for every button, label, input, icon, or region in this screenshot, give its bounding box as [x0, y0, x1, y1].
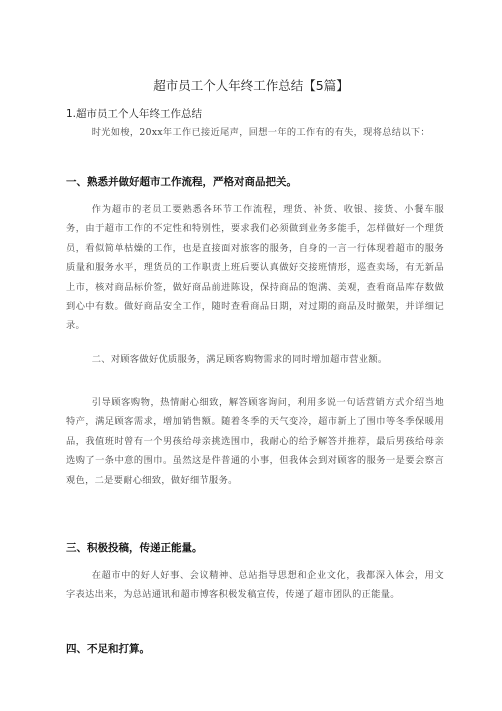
intro-paragraph: 时光如梭，20xx年工作已接近尾声，回想一年的工作有的有失，现将总结以下： — [91, 127, 430, 138]
paragraph-four: 在超市中的好人好事、会议精神、总站指导思想和企业文化，我都深入体会，用文字表达出来，为总站通讯和超市博客积极发稿宣传，传递了超市团队的正能量。 — [66, 570, 444, 601]
paragraph-three: 引导顾客购物，热情耐心细致，解答顾客询问，利用多说一句话营销方式介绍当地特产，满足顾客需求，增加销售额。随着冬季的天气变冷，超市新上了围巾等冬季保暖用品，我值班时曾有一个男孩给母亲挑选围巾，我耐心的给予解答并推荐，最后男孩给母亲选购了一条中意的围巾。虽然这是件普通的小事，但我体会到对顾客的服务一是要会察言观色，二是要耐心细致，做好细节服务。 — [66, 397, 444, 486]
heading-one: 一、熟悉并做好超市工作流程，严格对商品把关。 — [66, 176, 297, 188]
paragraph-one: 作为超市的老员工要熟悉各环节工作流程，理货、补货、收银、接货、小餐车服务，由于超市工作的不定性和特别性，要求我们必须做到业务多能手，怎样做好一个理货员，看似简单枯燥的工作，也是直接面对旅客的服务，自身的一言一行体现着超市的服务质量和服务水平，理货员的工作职责上班后要认真做好交接班情形，巡查卖场，有无新品上市，核对商品标价签，做好商品前进陈设，保持商品的饱满、美观，查看商品库存数做到心中有数。做好商品安全工作，随时查看商品日期，对过期的商品及时撤架，并详细记录。 — [66, 204, 444, 332]
heading-three: 三、积极投稿，传递正能量。 — [66, 542, 203, 554]
paragraph-two: 二、对顾客做好优质服务，满足顾客购物需求的同时增加超市营业额。 — [91, 354, 388, 365]
section-title: 1.超市员工个人年终工作总结 — [66, 108, 203, 120]
document-title: 超市员工个人年终工作总结【5篇】 — [153, 78, 349, 93]
heading-four: 四、不足和打算。 — [66, 643, 150, 655]
